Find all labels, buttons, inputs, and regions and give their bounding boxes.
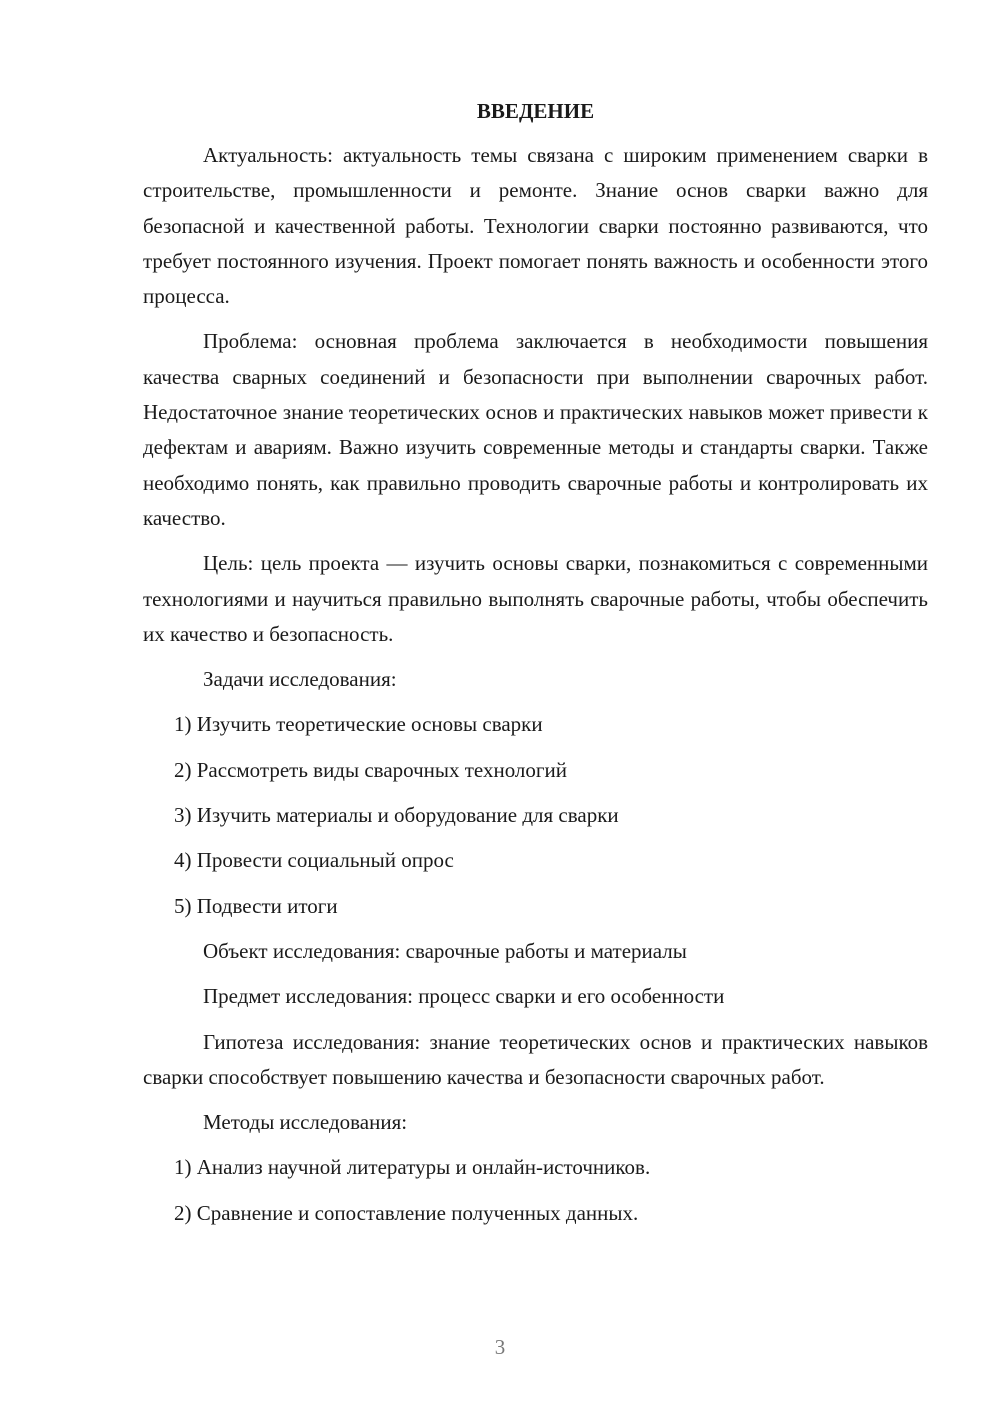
methods-list	[143, 1150, 928, 1231]
relevance-paragraph: Актуальность: актуальность темы связана с широким применением сварки в строительстве, промышленности и ремонте. Знание основ сварки важно для безопасной и качественной работы. Технологии сварки постоянно развиваются, что требует постоянного изучения. Проект помогает понять важность и особенности этого процесса.	[143, 143, 928, 309]
document-page	[143, 95, 928, 1241]
page-title: ВВЕДЕНИЕ	[476, 99, 595, 123]
list-item: 1) Анализ научной литературы и онлайн-источников.	[174, 1155, 651, 1180]
methods-heading: Методы исследования:	[203, 1110, 408, 1135]
hypothesis-paragraph: Гипотеза исследования: знание теоретических основ и практических навыков сварки способствует повышению качества и безопасности сварочных работ.	[143, 1029, 928, 1089]
tasks-list	[143, 707, 928, 923]
goal-paragraph: Цель: цель проекта — изучить основы сварки, познакомиться с современными технологиями и научиться правильно выполнять сварочные работы, чтобы обеспечить их качество и безопасность.	[143, 551, 928, 646]
list-item: 5) Подвести итоги	[174, 893, 338, 918]
list-item: 4) Провести социальный опрос	[174, 848, 454, 873]
subject-line: Предмет исследования: процесс сварки и его особенности	[203, 984, 725, 1009]
tasks-heading: Задачи исследования:	[203, 667, 397, 692]
page-number: 3	[494, 1335, 506, 1359]
list-item: 3) Изучить материалы и оборудование для сварки	[174, 803, 619, 828]
list-item: 2) Сравнение и сопоставление полученных данных.	[174, 1200, 639, 1225]
list-item: 2) Рассмотреть виды сварочных технологий	[174, 757, 568, 782]
object-line: Объект исследования: сварочные работы и материалы	[203, 938, 687, 963]
problem-paragraph: Проблема: основная проблема заключается в необходимости повышения качества сварных соединений и безопасности при выполнении сварочных работ. Недостаточное знание теоретических основ и практических навыков может привести к дефектам и авариям. Важно изучить современные методы и стандарты сварки. Также необходимо понять, как правильно проводить сварочные работы и контролировать их качество.	[143, 329, 928, 530]
list-item: 1) Изучить теоретические основы сварки	[174, 712, 543, 737]
